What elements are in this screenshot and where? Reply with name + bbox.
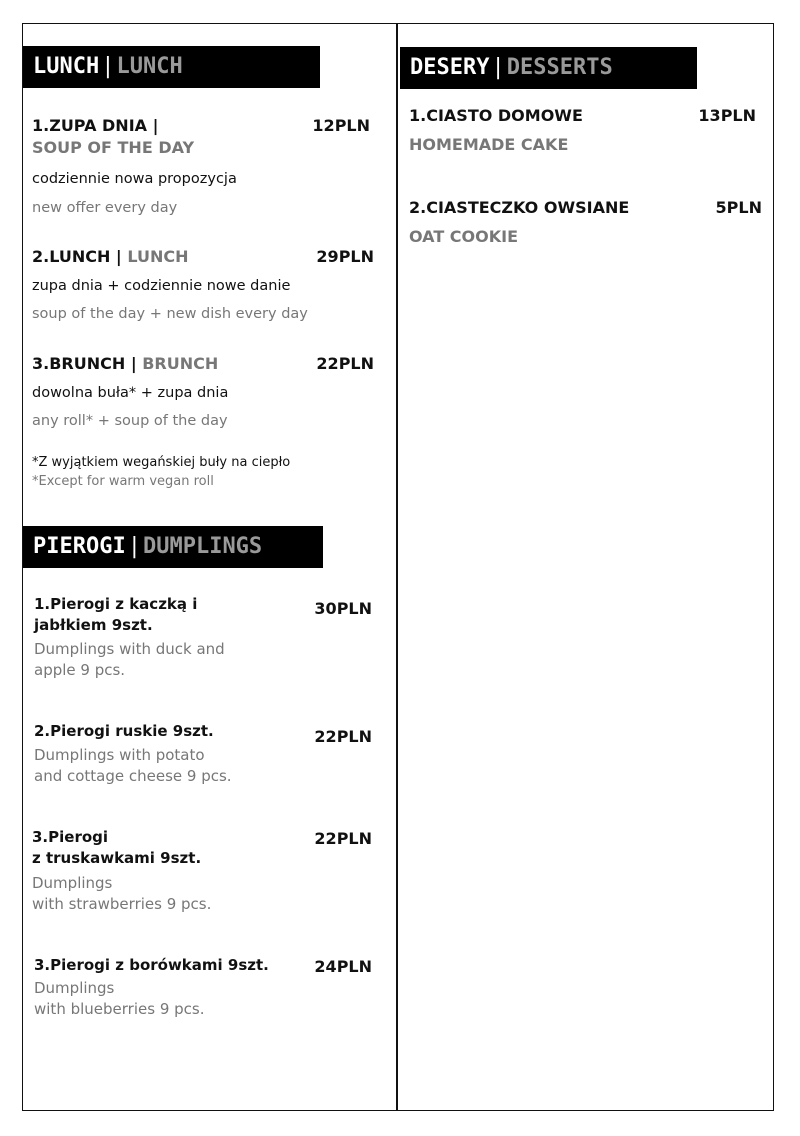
lunch-item-1-desc-pl: codziennie nowa propozycja — [32, 171, 237, 187]
lunch-item-1-price: 12PLN — [312, 116, 370, 135]
column-divider — [396, 23, 398, 1111]
lunch-note-en: *Except for warm vegan roll — [32, 474, 214, 489]
desery-section-header — [400, 47, 697, 89]
pierogi-section-header — [23, 526, 323, 568]
lunch-section-header — [23, 46, 320, 88]
lunch-header-pl: LUNCH — [33, 54, 100, 79]
lunch-header-separator: | — [101, 54, 115, 79]
lunch-item-3-title — [32, 354, 218, 373]
lunch-item-3-desc-en: any roll* + soup of the day — [32, 413, 228, 429]
lunch-item-1-title-pl: 1.ZUPA DNIA | — [32, 116, 159, 135]
desery-header-en: DESSERTS — [506, 55, 613, 80]
lunch-item-2-title — [32, 247, 188, 266]
desery-item-1-title-en: HOMEMADE CAKE — [409, 135, 569, 154]
pierogi-header-en: DUMPLINGS — [142, 534, 263, 559]
lunch-item-1-desc-en: new offer every day — [32, 200, 178, 216]
lunch-item-1-title — [32, 116, 158, 135]
desery-item-1-title-pl: 1.CIASTO DOMOWE — [409, 106, 583, 125]
lunch-item-3-price: 22PLN — [316, 354, 374, 373]
pierogi-item-4-title: 3.Pierogi z borówkami 9szt. — [34, 956, 269, 974]
lunch-item-3-title-pl: 3.BRUNCH | — [32, 354, 137, 373]
lunch-item-3-title-en: BRUNCH — [142, 354, 219, 373]
lunch-item-2-price: 29PLN — [316, 247, 374, 266]
desery-item-2-price: 5PLN — [715, 198, 762, 217]
pierogi-item-1-desc: Dumplings with duck and apple 9 pcs. — [34, 640, 225, 679]
desery-item-2-title-pl: 2.CIASTECZKO OWSIANE — [409, 198, 630, 217]
pierogi-item-4-desc: Dumplings with blueberries 9 pcs. — [34, 979, 205, 1018]
lunch-item-1-title-en: SOUP OF THE DAY — [32, 138, 195, 157]
pierogi-item-3-price: 22PLN — [314, 829, 372, 848]
pierogi-item-1-price: 30PLN — [314, 599, 372, 618]
lunch-item-2-title-en: LUNCH — [127, 247, 189, 266]
pierogi-header-pl: PIEROGI — [33, 534, 126, 559]
lunch-note-pl: *Z wyjątkiem wegańskiej buły na ciepło — [32, 455, 291, 470]
lunch-item-2-desc-pl: zupa dnia + codziennie nowe danie — [32, 278, 291, 294]
pierogi-item-2-desc: Dumplings with potato and cottage cheese 9 pcs. — [34, 746, 232, 785]
pierogi-header-separator: | — [127, 534, 141, 559]
desery-header-separator: | — [491, 55, 505, 80]
pierogi-item-2-price: 22PLN — [314, 727, 372, 746]
pierogi-item-3-title: 3.Pierogi z truskawkami 9szt. — [32, 828, 202, 867]
lunch-header-en: LUNCH — [116, 54, 183, 79]
pierogi-item-3-desc: Dumplings with strawberries 9 pcs. — [32, 874, 212, 913]
pierogi-item-4-price: 24PLN — [314, 957, 372, 976]
lunch-item-2-title-pl: 2.LUNCH | — [32, 247, 122, 266]
desery-item-1-price: 13PLN — [698, 106, 756, 125]
pierogi-item-1-title: 1.Pierogi z kaczką i jabłkiem 9szt. — [34, 595, 198, 634]
desery-header-pl: DESERY — [410, 55, 490, 80]
desery-item-2-title-en: OAT COOKIE — [409, 227, 519, 246]
pierogi-item-2-title: 2.Pierogi ruskie 9szt. — [34, 722, 214, 740]
lunch-item-3-desc-pl: dowolna buła* + zupa dnia — [32, 385, 229, 401]
lunch-item-2-desc-en: soup of the day + new dish every day — [32, 306, 308, 322]
